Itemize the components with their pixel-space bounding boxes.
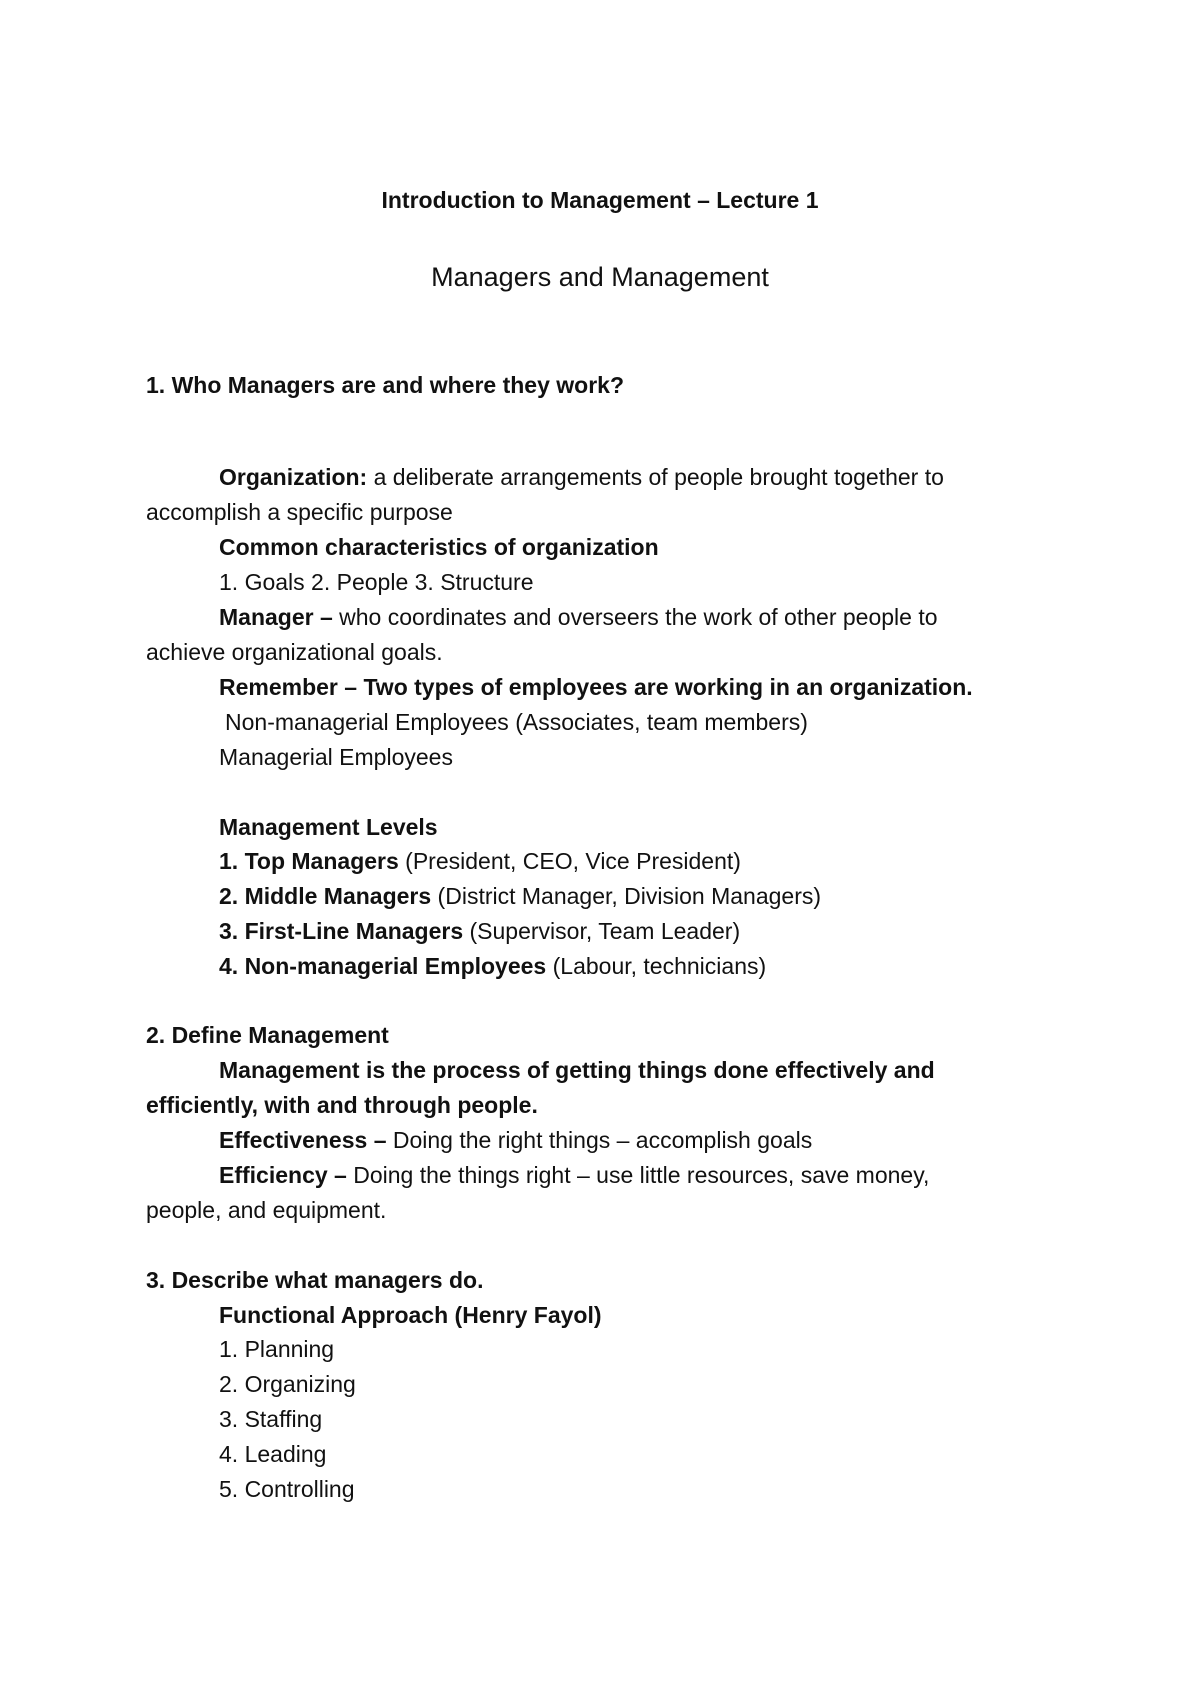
level-desc: (Labour, technicians) (546, 953, 767, 979)
efficiency-term: Efficiency – (219, 1162, 347, 1188)
level-term: 2. Middle Managers (219, 883, 432, 909)
manager-definition-cont: achieve organizational goals. (146, 639, 443, 665)
document-subtitle: Managers and Management (431, 262, 769, 292)
section-1-heading: 1. Who Managers are and where they work? (146, 372, 625, 398)
list-item (219, 916, 740, 946)
management-definition: Management is the process of getting things done effectively and (219, 1057, 935, 1083)
list-item: 1. Planning (219, 1336, 335, 1362)
effectiveness-definition: Doing the right things – accomplish goals (386, 1127, 813, 1153)
organization-definition-line (219, 462, 944, 492)
managerial-employees: Managerial Employees (219, 744, 453, 770)
nonmanagerial-employees: Non-managerial Employees (Associates, team members) (225, 709, 808, 735)
list-item: 3. Staffing (219, 1406, 323, 1432)
organization-term: Organization: (219, 464, 368, 490)
organization-definition: a deliberate arrangements of people brought together to (367, 464, 944, 490)
organization-definition-cont: accomplish a specific purpose (146, 499, 453, 525)
efficiency-definition: Doing the things right – use little resources, save money, (346, 1162, 930, 1188)
common-characteristics-heading: Common characteristics of organization (219, 534, 659, 560)
management-levels-heading: Management Levels (219, 814, 438, 840)
remember-note: Remember – Two types of employees are working in an organization. (219, 674, 973, 700)
list-item: 5. Controlling (219, 1476, 355, 1502)
list-item (219, 846, 741, 876)
list-item: 2. Organizing (219, 1371, 356, 1397)
level-desc: (Supervisor, Team Leader) (463, 918, 741, 944)
level-desc: (District Manager, Division Managers) (431, 883, 822, 909)
level-term: 3. First-Line Managers (219, 918, 464, 944)
list-item (219, 881, 821, 911)
level-term: 4. Non-managerial Employees (219, 953, 547, 979)
management-definition-cont: efficiently, with and through people. (146, 1092, 538, 1118)
manager-term: Manager – (219, 604, 333, 630)
efficiency-definition-cont: people, and equipment. (146, 1197, 387, 1223)
efficiency-line (219, 1160, 929, 1190)
list-item: 4. Leading (219, 1441, 327, 1467)
document-title: Introduction to Management – Lecture 1 (381, 187, 819, 213)
manager-definition-line (219, 602, 938, 632)
manager-definition: who coordinates and overseers the work of other people to (332, 604, 938, 630)
effectiveness-line (219, 1125, 812, 1155)
common-characteristics-list: 1. Goals 2. People 3. Structure (219, 569, 534, 595)
effectiveness-term: Effectiveness – (219, 1127, 387, 1153)
functional-approach-heading: Functional Approach (Henry Fayol) (219, 1302, 602, 1328)
section-2-heading: 2. Define Management (146, 1022, 389, 1048)
section-3-heading: 3. Describe what managers do. (146, 1267, 484, 1293)
level-term: 1. Top Managers (219, 848, 399, 874)
level-desc: (President, CEO, Vice President) (398, 848, 741, 874)
list-item (219, 951, 766, 981)
